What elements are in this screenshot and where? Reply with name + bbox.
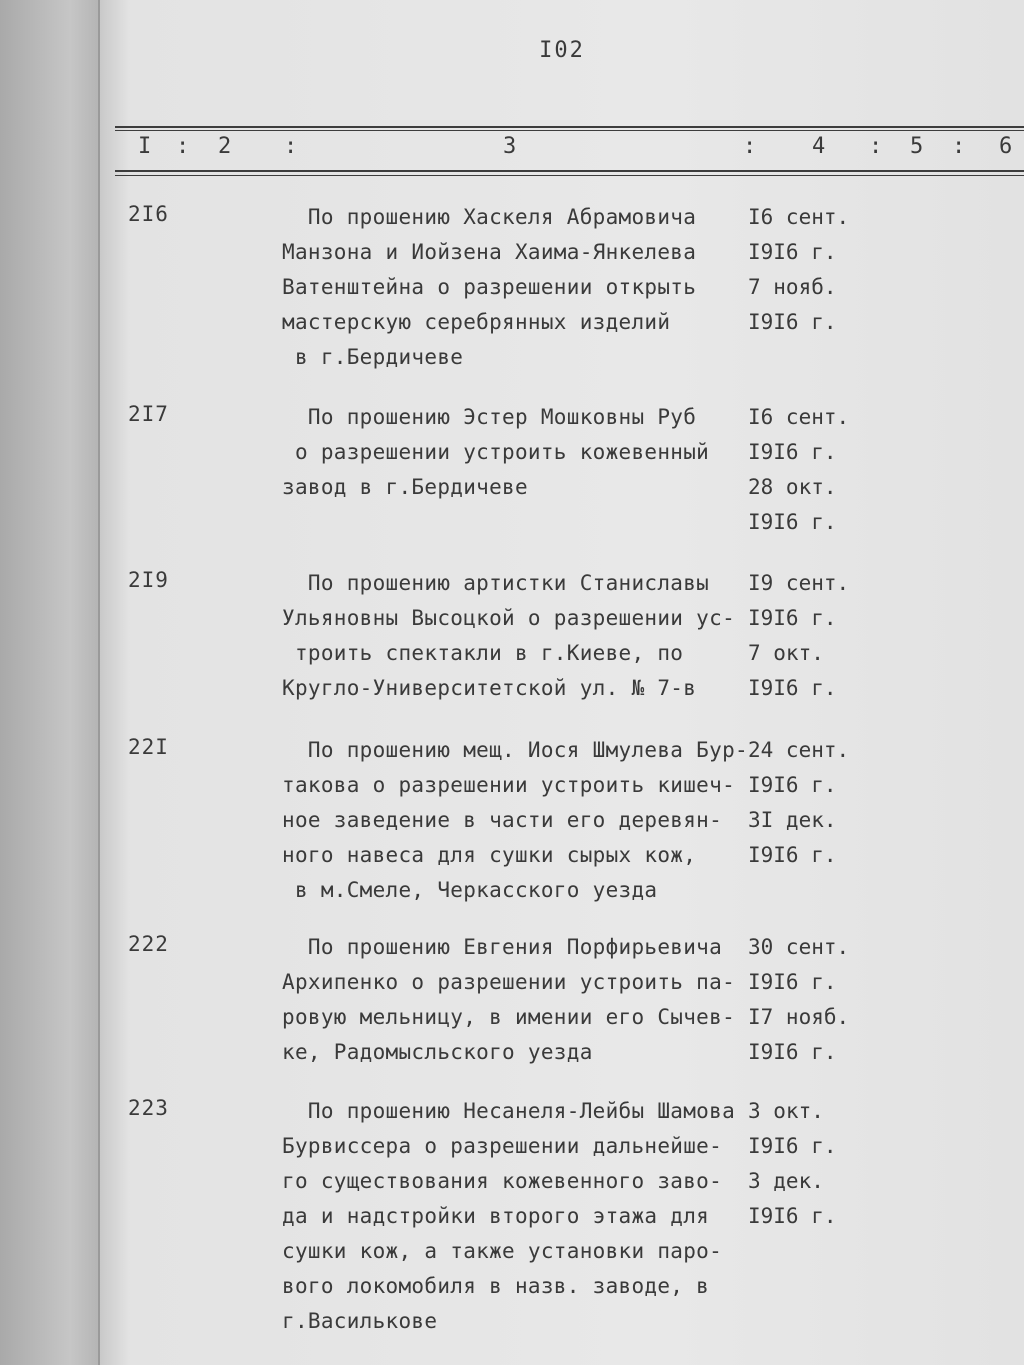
column-header-4: 4: [812, 134, 826, 159]
entry-description-line: По прошению Несанеля-Лейбы Шамова: [282, 1099, 736, 1123]
entry-number: 2I9: [128, 568, 169, 592]
entry-number: 2I6: [128, 202, 169, 226]
entry-date-line: I9I6 г.: [748, 843, 837, 867]
entry-description-line: ровую мельницу, в имении его Сычев-: [282, 1005, 736, 1029]
entry-description-line: г.Василькове: [282, 1309, 438, 1333]
entry-description-line: такова о разрешении устроить кишеч-: [282, 773, 736, 797]
entry-description: [282, 566, 752, 706]
column-header-2: 2: [218, 134, 232, 159]
entry-date-line: I9I6 г.: [748, 310, 837, 334]
entry-date-line: I9I6 г.: [748, 510, 837, 534]
entry-description-line: вого локомобиля в назв. заводе, в: [282, 1274, 710, 1298]
entry-number: 222: [128, 932, 169, 956]
entry-description-line: да и надстройки второго этажа для: [282, 1204, 710, 1228]
entry-date-line: 28 окт.: [748, 475, 837, 499]
entry-description: [282, 400, 752, 505]
entry-description-line: По прошению Эстер Мошковны Руб: [282, 405, 697, 429]
column-header-5: 5: [910, 134, 924, 159]
column-header-1: I: [138, 134, 152, 159]
column-header-separator: :: [743, 134, 757, 159]
entry-description-line: Манзона и Иойзена Хаима-Янкелева: [282, 240, 697, 264]
entry-date-line: I9I6 г.: [748, 606, 837, 630]
entry-dates: [748, 566, 849, 706]
binding-gutter: [0, 0, 100, 1365]
entry-description-line: Архипенко о разрешении устроить па-: [282, 970, 736, 994]
entry-description-line: По прошению мещ. Иося Шмулева Бур-: [282, 738, 748, 762]
entry-description: [282, 733, 752, 908]
entry-date-line: 24 сент.: [748, 738, 850, 762]
column-header-separator: :: [952, 134, 966, 159]
entry-description-line: По прошению Хаскеля Абрамовича: [282, 205, 697, 229]
entry-dates: [748, 400, 849, 540]
entry-description-line: ное заведение в части его деревян-: [282, 808, 723, 832]
entry-dates: [748, 930, 849, 1070]
entry-description-line: мастерскую серебрянных изделий: [282, 310, 671, 334]
entry-date-line: I9I6 г.: [748, 1134, 837, 1158]
entry-date-line: I9I6 г.: [748, 440, 837, 464]
page-number: I02: [539, 38, 585, 63]
entry-date-line: I9I6 г.: [748, 970, 837, 994]
entry-description-line: о разрешении устроить кожевенный: [282, 440, 710, 464]
entry-description-line: троить спектакли в г.Киеве, по: [282, 641, 684, 665]
entry-description: [282, 200, 752, 375]
entry-number: 223: [128, 1096, 169, 1120]
header-bottom-rule-thin: [115, 175, 1024, 176]
entry-date-line: I9I6 г.: [748, 773, 837, 797]
column-header-separator: :: [176, 134, 190, 159]
entry-description-line: ного навеса для сушки сырых кож,: [282, 843, 697, 867]
entry-number: 2I7: [128, 402, 169, 426]
entry-date-line: I9 сент.: [748, 571, 850, 595]
entry-date-line: 3 окт.: [748, 1099, 824, 1123]
entry-description-line: ке, Радомысльского уезда: [282, 1040, 593, 1064]
entry-date-line: I9I6 г.: [748, 1204, 837, 1228]
entry-description-line: Кругло-Университетской ул. № 7-в: [282, 676, 697, 700]
entry-date-line: I9I6 г.: [748, 676, 837, 700]
header-bottom-rule: [115, 170, 1024, 172]
entry-description-line: го существования кожевенного заво-: [282, 1169, 723, 1193]
entry-date-line: I6 сент.: [748, 405, 850, 429]
entry-description: [282, 1094, 752, 1339]
entry-date-line: 30 сент.: [748, 935, 850, 959]
entry-description-line: Ульяновны Высоцкой о разрешении ус-: [282, 606, 736, 630]
entry-date-line: I9I6 г.: [748, 240, 837, 264]
header-top-rule-thin: [115, 130, 1024, 131]
entry-date-line: I6 сент.: [748, 205, 850, 229]
column-header-6: 6: [999, 134, 1013, 159]
column-header-3: 3: [503, 134, 517, 159]
entry-dates: [748, 1094, 837, 1234]
entry-dates: [748, 200, 849, 340]
column-header-separator: :: [284, 134, 298, 159]
entry-date-line: I9I6 г.: [748, 1040, 837, 1064]
entry-date-line: 3I дек.: [748, 808, 837, 832]
entry-dates: [748, 733, 849, 873]
entry-description-line: Бурвиссера о разрешении дальнейше-: [282, 1134, 723, 1158]
entry-date-line: I7 нояб.: [748, 1005, 850, 1029]
entry-date-line: 3 дек.: [748, 1169, 824, 1193]
entry-description-line: в м.Смеле, Черкасского уезда: [282, 878, 658, 902]
entry-description-line: в г.Бердичеве: [282, 345, 464, 369]
column-header-separator: :: [869, 134, 883, 159]
page-edge: [98, 0, 100, 1365]
entry-description-line: По прошению артистки Станиславы: [282, 571, 710, 595]
entry-description-line: завод в г.Бердичеве: [282, 475, 528, 499]
entry-description-line: По прошению Евгения Порфирьевича: [282, 935, 723, 959]
entry-description-line: Ватенштейна о разрешении открыть: [282, 275, 697, 299]
entry-description: [282, 930, 752, 1070]
entry-description-line: сушки кож, а также установки паро-: [282, 1239, 723, 1263]
entry-number: 22I: [128, 735, 169, 759]
header-top-rule: [115, 126, 1024, 128]
entry-date-line: 7 нояб.: [748, 275, 837, 299]
entry-date-line: 7 окт.: [748, 641, 824, 665]
